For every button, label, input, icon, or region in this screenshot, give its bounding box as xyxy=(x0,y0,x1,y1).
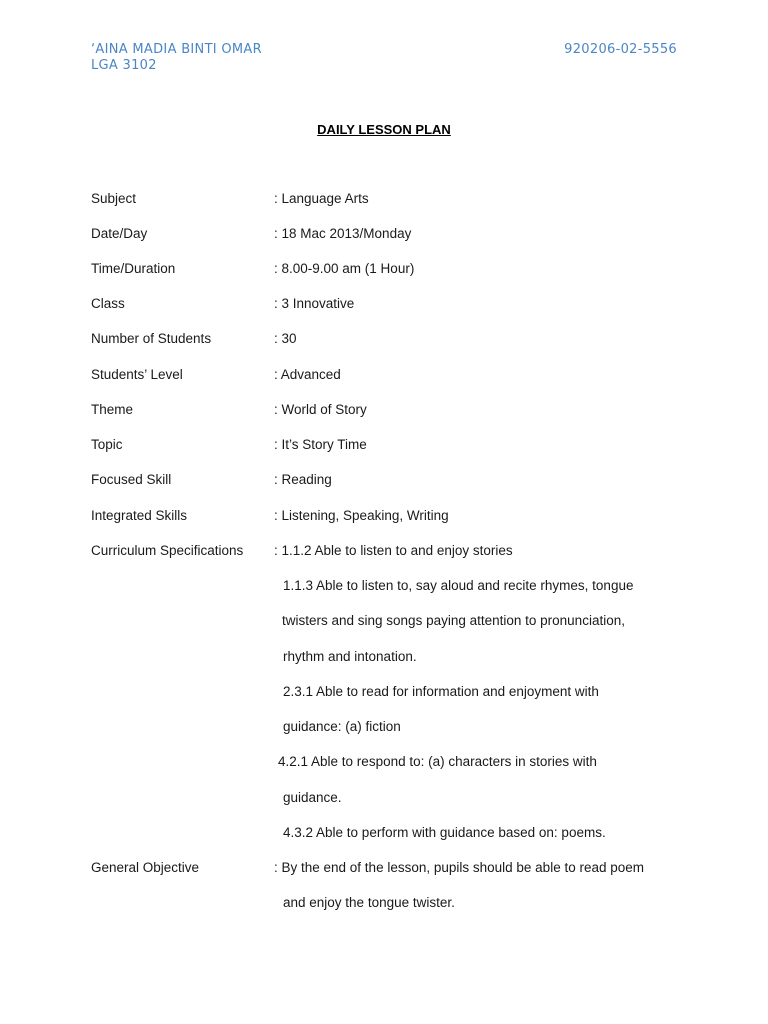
field-label-focused-skill: Focused Skill xyxy=(91,472,172,487)
curriculum-line: rhythm and intonation. xyxy=(283,649,417,664)
field-label-class: Class xyxy=(91,296,125,311)
field-label-students: Number of Students xyxy=(91,331,212,346)
general-objective-continuation: and enjoy the tongue twister. xyxy=(283,895,455,910)
field-value-theme: : World of Story xyxy=(274,402,367,417)
course-code: LGA 3102 xyxy=(91,58,157,73)
field-value-time: : 8.00-9.00 am (1 Hour) xyxy=(274,261,415,276)
curriculum-line: 4.2.1 Able to respond to: (a) characters in stories with xyxy=(278,754,597,769)
field-value-general-objective: : By the end of the lesson, pupils should be able to read poem xyxy=(274,860,644,875)
field-label-general-objective: General Objective xyxy=(91,860,200,875)
field-label-date: Date/Day xyxy=(91,226,148,241)
curriculum-line: 1.1.3 Able to listen to, say aloud and recite rhymes, tongue xyxy=(283,578,634,593)
curriculum-line: twisters and sing songs paying attention to pronunciation, xyxy=(282,613,625,628)
field-value-class: : 3 Innovative xyxy=(274,296,355,311)
curriculum-line: 2.3.1 Able to read for information and enjoyment with xyxy=(283,684,599,699)
field-value-date: : 18 Mac 2013/Monday xyxy=(274,226,412,241)
document-title: DAILY LESSON PLAN xyxy=(317,122,451,137)
field-label-subject: Subject xyxy=(91,191,137,206)
field-value-integrated-skills: : Listening, Speaking, Writing xyxy=(274,508,449,523)
curriculum-line: guidance. xyxy=(283,790,342,805)
field-value-topic: : It’s Story Time xyxy=(274,437,367,452)
curriculum-line: 4.3.2 Able to perform with guidance based on: poems. xyxy=(283,825,606,840)
author-name: ‘AINA MADIA BINTI OMAR xyxy=(91,42,262,57)
field-value-subject: : Language Arts xyxy=(274,191,369,206)
field-label-level: Students’ Level xyxy=(91,367,183,382)
field-label-integrated-skills: Integrated Skills xyxy=(91,508,188,523)
field-label-topic: Topic xyxy=(91,437,123,452)
id-number: 920206-02-5556 xyxy=(564,42,677,57)
field-value-focused-skill: : Reading xyxy=(274,472,332,487)
field-value-students: : 30 xyxy=(274,331,297,346)
field-label-time: Time/Duration xyxy=(91,261,176,276)
field-label-theme: Theme xyxy=(91,402,134,417)
curriculum-line: guidance: (a) fiction xyxy=(283,719,401,734)
field-value-curriculum: : 1.1.2 Able to listen to and enjoy stories xyxy=(274,543,513,558)
field-value-level: : Advanced xyxy=(274,367,341,382)
field-label-curriculum: Curriculum Specifications xyxy=(91,543,244,558)
